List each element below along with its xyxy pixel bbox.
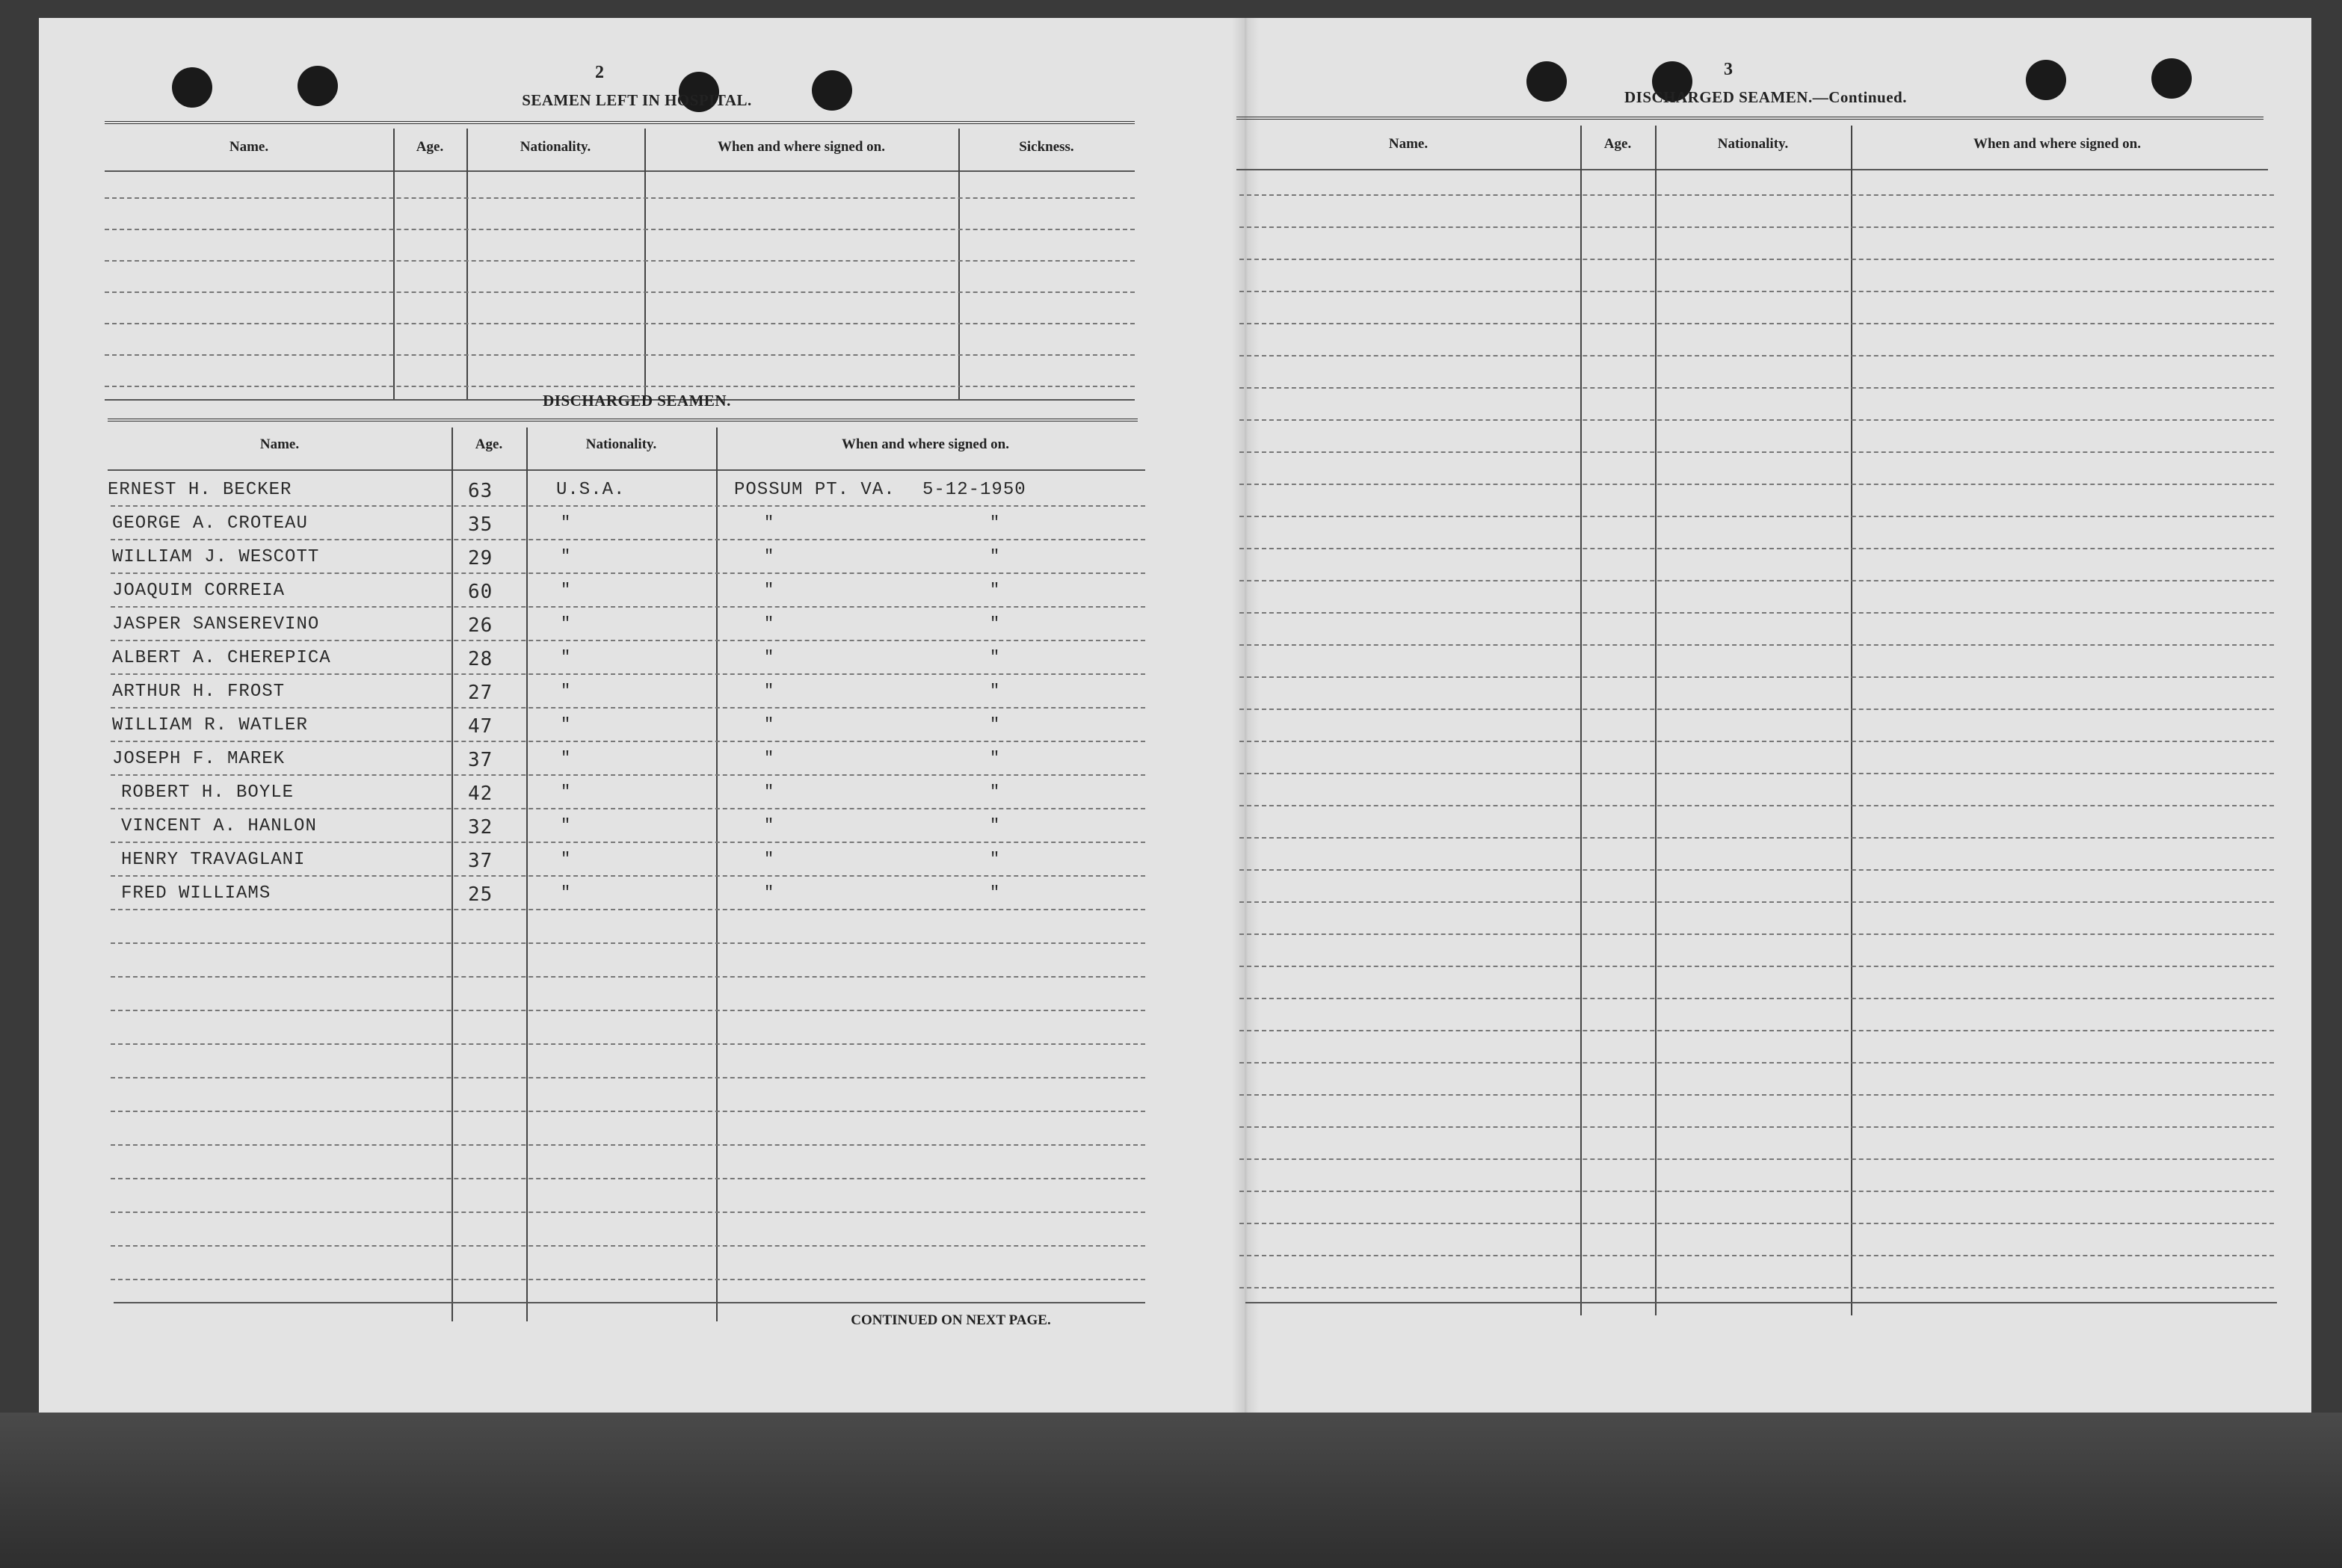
column-divider xyxy=(716,428,718,1321)
signed-on-place: " xyxy=(764,513,775,532)
ruled-line xyxy=(1239,901,2274,903)
signed-on-date: " xyxy=(990,513,1001,532)
signed-on-place: POSSUM PT. VA. xyxy=(734,480,896,500)
ruled-line xyxy=(1239,869,2274,871)
section-rule xyxy=(105,121,1135,124)
seaman-nationality: " xyxy=(561,783,572,801)
signed-on-date: " xyxy=(990,614,1001,633)
ruled-line xyxy=(111,741,1145,742)
seaman-nationality: " xyxy=(561,547,572,566)
ruled-line xyxy=(1239,998,2274,999)
ruled-line xyxy=(1239,773,2274,774)
ruled-line xyxy=(111,606,1145,608)
table-bottom-rule xyxy=(1245,1302,2277,1303)
ruled-line xyxy=(111,774,1145,776)
seaman-age: 28 xyxy=(468,648,493,670)
ruled-line xyxy=(111,539,1145,540)
signed-on-place: " xyxy=(764,883,775,902)
seaman-nationality: " xyxy=(561,749,572,768)
signed-on-place: " xyxy=(764,850,775,868)
ruled-line xyxy=(111,673,1145,675)
seaman-nationality: " xyxy=(561,513,572,532)
seaman-age: 32 xyxy=(468,816,493,839)
continued-note: CONTINUED ON NEXT PAGE. xyxy=(851,1312,1051,1328)
hospital-col-signed-on: When and where signed on. xyxy=(717,139,885,155)
punch-hole xyxy=(2151,58,2192,99)
ruled-line xyxy=(1239,966,2274,967)
ruled-line xyxy=(105,354,1135,356)
signed-on-place: " xyxy=(764,614,775,633)
discharged-col-name: Name. xyxy=(259,436,300,452)
ruled-line xyxy=(105,197,1135,199)
header-rule xyxy=(108,469,1145,471)
signed-on-place: " xyxy=(764,715,775,734)
ruled-line xyxy=(111,572,1145,574)
signed-on-place: " xyxy=(764,682,775,700)
scanner-background xyxy=(0,1413,2342,1568)
seaman-age: 27 xyxy=(468,682,493,704)
right-col-nationality: Nationality. xyxy=(1717,136,1789,152)
seaman-nationality: " xyxy=(561,715,572,734)
ruled-line xyxy=(1239,741,2274,742)
ruled-line xyxy=(1239,612,2274,614)
ruled-line xyxy=(1239,516,2274,517)
seaman-name: JASPER SANSEREVINO xyxy=(112,614,320,635)
signed-on-date: " xyxy=(990,749,1001,768)
ruled-line xyxy=(1239,805,2274,806)
ruled-line xyxy=(1239,194,2274,196)
section-rule xyxy=(1236,117,2264,120)
seaman-name: ALBERT A. CHEREPICA xyxy=(112,648,331,668)
ruled-line xyxy=(111,875,1145,877)
ruled-line xyxy=(111,942,1145,944)
signed-on-date: " xyxy=(990,816,1001,835)
signed-on-date: " xyxy=(990,883,1001,902)
right-col-age: Age. xyxy=(1603,136,1632,152)
ruled-line xyxy=(111,976,1145,978)
page-number-right: 3 xyxy=(1724,60,1733,79)
seaman-nationality: " xyxy=(561,850,572,868)
seaman-nationality: " xyxy=(561,682,572,700)
column-divider xyxy=(958,129,960,399)
seaman-name: HENRY TRAVAGLANI xyxy=(121,850,306,870)
signed-on-date: " xyxy=(990,648,1001,667)
ruled-line xyxy=(105,323,1135,324)
seaman-age: 37 xyxy=(468,850,493,872)
seaman-age: 25 xyxy=(468,883,493,906)
seaman-nationality: U.S.A. xyxy=(556,480,626,500)
ruled-line xyxy=(1239,323,2274,324)
seaman-age: 42 xyxy=(468,783,493,805)
signed-on-date: " xyxy=(990,547,1001,566)
ruled-line xyxy=(1239,548,2274,549)
right-col-signed-on: When and where signed on. xyxy=(1973,136,2141,152)
ruled-line xyxy=(1239,1094,2274,1096)
discharged-col-age: Age. xyxy=(475,436,503,452)
seaman-nationality: " xyxy=(561,648,572,667)
seaman-name: VINCENT A. HANLON xyxy=(121,816,317,836)
signed-on-date: " xyxy=(990,682,1001,700)
seaman-age: 37 xyxy=(468,749,493,771)
ruled-line xyxy=(111,842,1145,843)
seaman-age: 26 xyxy=(468,614,493,637)
signed-on-date: " xyxy=(990,581,1001,599)
signed-on-place: " xyxy=(764,547,775,566)
ruled-line xyxy=(1239,1158,2274,1160)
ruled-line xyxy=(1239,387,2274,389)
signed-on-place: " xyxy=(764,749,775,768)
ruled-line xyxy=(1239,451,2274,453)
seaman-nationality: " xyxy=(561,581,572,599)
ruled-line xyxy=(1239,1287,2274,1288)
signed-on-place: " xyxy=(764,581,775,599)
seaman-name: JOAQUIM CORREIA xyxy=(112,581,286,601)
ruled-line xyxy=(111,1144,1145,1146)
seaman-name: WILLIAM J. WESCOTT xyxy=(112,547,320,567)
ruled-line xyxy=(105,229,1135,230)
ruled-line xyxy=(111,1043,1145,1045)
column-divider xyxy=(1580,126,1582,1315)
ruled-line xyxy=(1239,1030,2274,1031)
ruled-line xyxy=(111,1212,1145,1213)
ruled-line xyxy=(105,260,1135,262)
ruled-line xyxy=(1239,355,2274,356)
document-spread xyxy=(39,18,2311,1413)
ruled-line xyxy=(1239,1191,2274,1192)
column-divider xyxy=(452,428,453,1321)
seaman-name: ARTHUR H. FROST xyxy=(112,682,286,702)
column-divider xyxy=(1851,126,1852,1315)
ruled-line xyxy=(111,1279,1145,1280)
hospital-col-name: Name. xyxy=(229,139,269,155)
ruled-line xyxy=(1239,259,2274,260)
table-bottom-rule xyxy=(114,1302,1145,1303)
ruled-line xyxy=(1239,1223,2274,1224)
seaman-age: 60 xyxy=(468,581,493,603)
ruled-line xyxy=(111,808,1145,809)
ruled-line xyxy=(105,291,1135,293)
seaman-nationality: " xyxy=(561,816,572,835)
seaman-name: FRED WILLIAMS xyxy=(121,883,271,904)
page-number-left: 2 xyxy=(595,63,604,82)
discharged-section-title: DISCHARGED SEAMEN. xyxy=(543,392,731,410)
punch-hole xyxy=(298,66,338,106)
seaman-age: 47 xyxy=(468,715,493,738)
seaman-name: JOSEPH F. MAREK xyxy=(112,749,286,769)
column-divider xyxy=(466,129,468,399)
discharged-col-signed-on: When and where signed on. xyxy=(841,436,1009,452)
ruled-line xyxy=(1239,226,2274,228)
signed-on-date: " xyxy=(990,850,1001,868)
seaman-age: 63 xyxy=(468,480,493,502)
ruled-line xyxy=(1239,419,2274,421)
signed-on-date: " xyxy=(990,783,1001,801)
ruled-line xyxy=(1239,484,2274,485)
hospital-col-age: Age. xyxy=(416,139,444,155)
column-divider xyxy=(526,428,528,1321)
header-rule xyxy=(105,170,1135,172)
ruled-line xyxy=(1239,933,2274,935)
seaman-nationality: " xyxy=(561,883,572,902)
punch-hole xyxy=(172,67,212,108)
column-divider xyxy=(1655,126,1657,1315)
discharged-col-nationality: Nationality. xyxy=(585,436,657,452)
ruled-line xyxy=(1239,580,2274,581)
ruled-line xyxy=(111,909,1145,910)
signed-on-date: 5-12-1950 xyxy=(922,480,1026,500)
signed-on-place: " xyxy=(764,783,775,801)
ruled-line xyxy=(1239,676,2274,678)
ruled-line xyxy=(111,640,1145,641)
header-rule xyxy=(1236,169,2268,170)
ruled-line xyxy=(1239,291,2274,292)
seaman-age: 29 xyxy=(468,547,493,570)
ruled-line xyxy=(1239,1255,2274,1256)
seaman-name: GEORGE A. CROTEAU xyxy=(112,513,308,534)
signed-on-place: " xyxy=(764,648,775,667)
ruled-line xyxy=(111,1111,1145,1112)
right-col-name: Name. xyxy=(1388,136,1429,152)
ruled-line xyxy=(1239,1062,2274,1064)
ruled-line xyxy=(111,707,1145,709)
column-divider xyxy=(644,129,646,399)
section-rule xyxy=(108,419,1138,422)
seaman-name: ROBERT H. BOYLE xyxy=(121,783,295,803)
seaman-name: WILLIAM R. WATLER xyxy=(112,715,308,735)
signed-on-place: " xyxy=(764,816,775,835)
ruled-line xyxy=(1239,644,2274,646)
ruled-line xyxy=(1239,1126,2274,1128)
ruled-line xyxy=(111,505,1145,507)
right-section-title: DISCHARGED SEAMEN.—Continued. xyxy=(1624,88,1907,106)
ruled-line xyxy=(105,386,1135,387)
seaman-nationality: " xyxy=(561,614,572,633)
hospital-section-title: SEAMEN LEFT IN HOSPITAL. xyxy=(522,91,752,109)
hospital-col-sickness: Sickness. xyxy=(1019,139,1074,155)
ruled-line xyxy=(111,1178,1145,1179)
ruled-line xyxy=(1239,709,2274,710)
ruled-line xyxy=(111,1077,1145,1078)
seaman-name: ERNEST H. BECKER xyxy=(108,480,292,500)
hospital-col-nationality: Nationality. xyxy=(520,139,591,155)
signed-on-date: " xyxy=(990,715,1001,734)
ruled-line xyxy=(111,1010,1145,1011)
ruled-line xyxy=(1239,837,2274,839)
column-divider xyxy=(393,129,395,399)
seaman-age: 35 xyxy=(468,513,493,536)
ruled-line xyxy=(111,1245,1145,1247)
